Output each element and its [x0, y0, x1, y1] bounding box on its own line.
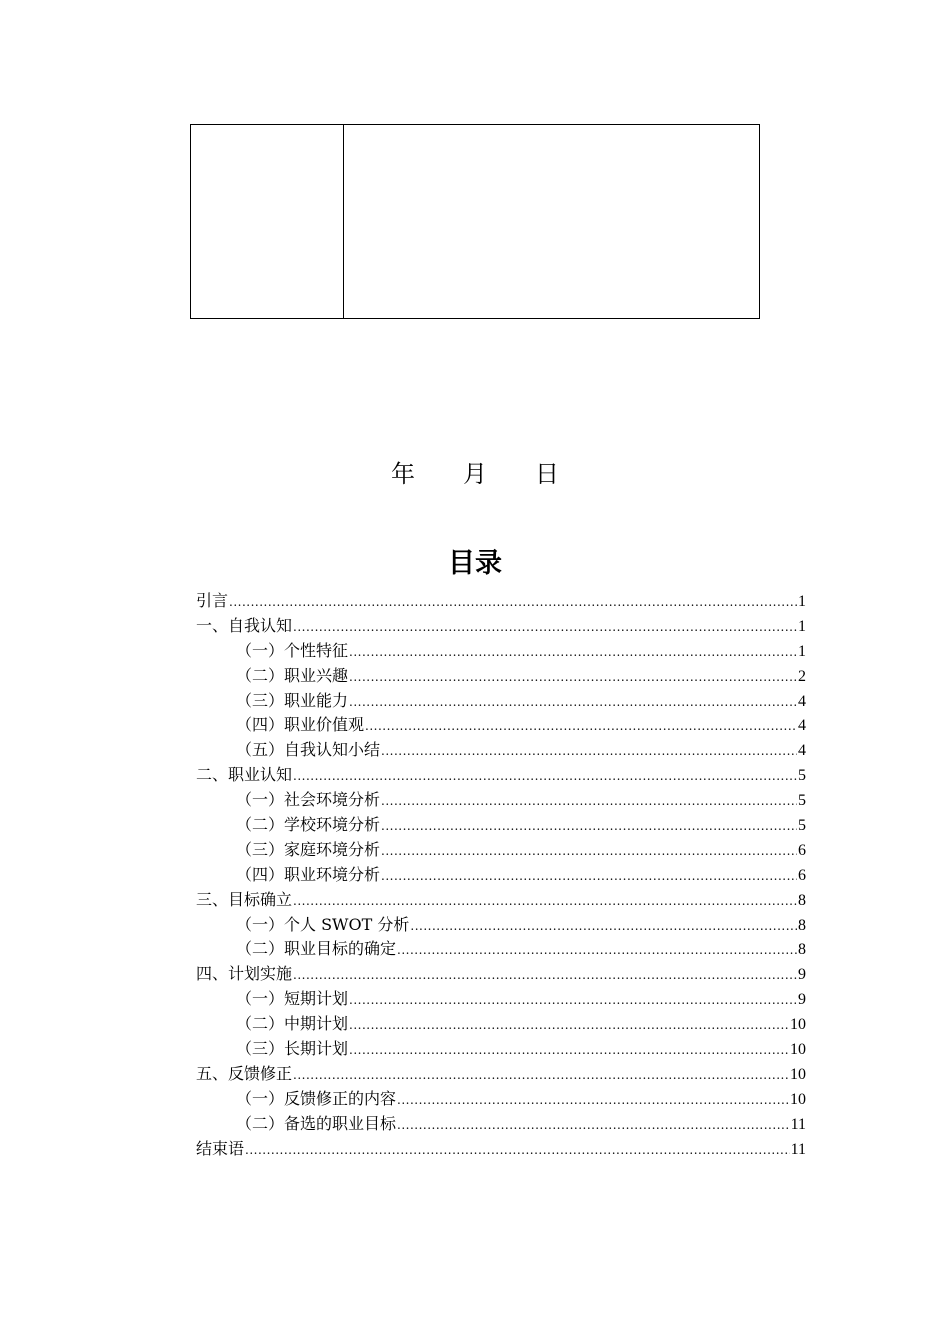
toc-dot-leader — [349, 1013, 789, 1037]
toc-entry[interactable] — [196, 813, 806, 838]
toc-dot-leader — [293, 963, 797, 987]
toc-entry-label: 四、计划实施 — [196, 964, 293, 984]
toc-entry-page-number: 9 — [798, 991, 806, 1009]
toc-entry[interactable] — [196, 1012, 806, 1037]
toc-entry-page-number: 11 — [790, 1140, 806, 1158]
toc-entry-label: 结束语 — [196, 1138, 245, 1158]
toc-entry-page-number: 6 — [798, 866, 806, 884]
toc-entry-page-number: 4 — [798, 692, 806, 710]
toc-entry[interactable] — [196, 1137, 806, 1162]
toc-entry[interactable] — [196, 863, 806, 888]
toc-dot-leader — [349, 665, 797, 689]
toc-entry[interactable] — [196, 689, 806, 714]
toc-entry[interactable] — [196, 1112, 806, 1137]
toc-entry-page-number: 9 — [798, 966, 806, 984]
toc-entry[interactable] — [196, 639, 806, 664]
toc-entry-page-number: 8 — [798, 916, 806, 934]
toc-entry-page-number: 8 — [798, 891, 806, 909]
toc-entry-label: （三）家庭环境分析 — [236, 839, 381, 859]
toc-entry[interactable] — [196, 987, 806, 1012]
toc-entry[interactable] — [196, 788, 806, 813]
toc-entry-page-number: 1 — [798, 642, 806, 660]
toc-entry-page-number: 4 — [798, 717, 806, 735]
toc-entry[interactable] — [196, 913, 806, 938]
toc-entry-label: 三、目标确立 — [196, 889, 293, 909]
toc-dot-leader — [349, 988, 797, 1012]
toc-entry-page-number: 1 — [798, 617, 806, 635]
toc-dot-leader — [349, 1038, 789, 1062]
toc-entry-page-number: 10 — [790, 1065, 806, 1083]
toc-entry-page-number: 6 — [798, 841, 806, 859]
toc-entry[interactable] — [196, 838, 806, 863]
toc-dot-leader — [293, 889, 797, 913]
toc-entry-page-number: 11 — [790, 1115, 806, 1133]
toc-title: 目录 — [448, 548, 502, 579]
toc-entry-page-number: 5 — [798, 767, 806, 785]
toc-dot-leader — [381, 864, 797, 888]
toc-entry-label: （三）长期计划 — [236, 1039, 349, 1059]
toc-dot-leader — [397, 1113, 790, 1137]
date-line: 年 月 日 — [391, 460, 559, 488]
toc-entry-label: （一）社会环境分析 — [236, 790, 381, 810]
toc-dot-leader — [365, 714, 797, 738]
toc-entry[interactable] — [196, 763, 806, 788]
toc-entry-page-number: 4 — [798, 742, 806, 760]
toc-dot-leader — [397, 938, 797, 962]
toc-entry-label: （四）职业环境分析 — [236, 864, 381, 884]
toc-dot-leader — [293, 1063, 789, 1087]
toc-entry-page-number: 10 — [790, 1041, 806, 1059]
toc-entry[interactable] — [196, 589, 806, 614]
toc-entry-page-number: 2 — [798, 667, 806, 685]
toc-entry-page-number: 10 — [790, 1016, 806, 1034]
toc-entry[interactable] — [196, 614, 806, 639]
toc-entry-label: （四）职业价值观 — [236, 715, 365, 735]
toc-entry-label: （二）中期计划 — [236, 1014, 349, 1034]
toc-dot-leader — [293, 615, 797, 639]
toc-entry-label: （一）反馈修正的内容 — [236, 1088, 397, 1108]
toc-entry-page-number: 5 — [798, 817, 806, 835]
table-column-divider — [343, 125, 344, 318]
toc-entry-label: （三）职业能力 — [236, 690, 349, 710]
toc-entry-label: 引言 — [196, 591, 229, 610]
toc-entry[interactable] — [196, 713, 806, 738]
toc-dot-leader — [349, 640, 797, 664]
toc-entry[interactable] — [196, 1062, 806, 1087]
toc-dot-leader — [397, 1088, 789, 1112]
toc-entry[interactable] — [196, 1087, 806, 1112]
toc-entry-page-number: 5 — [798, 792, 806, 810]
toc-entry-label: 五、反馈修正 — [196, 1063, 293, 1083]
toc-entry[interactable] — [196, 962, 806, 987]
toc-entry[interactable] — [196, 1037, 806, 1062]
toc-dot-leader — [245, 1138, 790, 1162]
toc-entry-label: （二）备选的职业目标 — [236, 1113, 397, 1133]
toc-entry-label: （五）自我认知小结 — [236, 740, 381, 760]
toc-dot-leader — [229, 590, 797, 614]
toc-entry-label: （一）个性特征 — [236, 640, 349, 660]
toc-dot-leader — [410, 914, 797, 938]
toc-entry[interactable] — [196, 664, 806, 689]
toc-entry-label: 二、职业认知 — [196, 765, 293, 785]
toc-dot-leader — [381, 839, 797, 863]
toc-dot-leader — [293, 764, 797, 788]
toc-entry-label: （二）学校环境分析 — [236, 815, 381, 835]
toc-dot-leader — [349, 690, 797, 714]
toc-entry-page-number: 8 — [798, 941, 806, 959]
toc-entry[interactable] — [196, 888, 806, 913]
toc-entry[interactable] — [196, 937, 806, 962]
table-of-contents — [196, 589, 806, 1161]
info-table — [190, 124, 760, 319]
toc-entry-label: （二）职业目标的确定 — [236, 939, 397, 959]
toc-dot-leader — [381, 814, 797, 838]
toc-entry-label: 一、自我认知 — [196, 615, 293, 635]
toc-entry-label: （二）职业兴趣 — [236, 665, 349, 685]
toc-entry[interactable] — [196, 738, 806, 763]
toc-dot-leader — [381, 789, 797, 813]
toc-entry-label: （一）短期计划 — [236, 989, 349, 1009]
toc-entry-page-number: 10 — [790, 1090, 806, 1108]
toc-entry-page-number: 1 — [798, 593, 806, 610]
toc-entry-label: （一）个人 SWOT 分析 — [236, 914, 410, 934]
toc-dot-leader — [381, 739, 797, 763]
